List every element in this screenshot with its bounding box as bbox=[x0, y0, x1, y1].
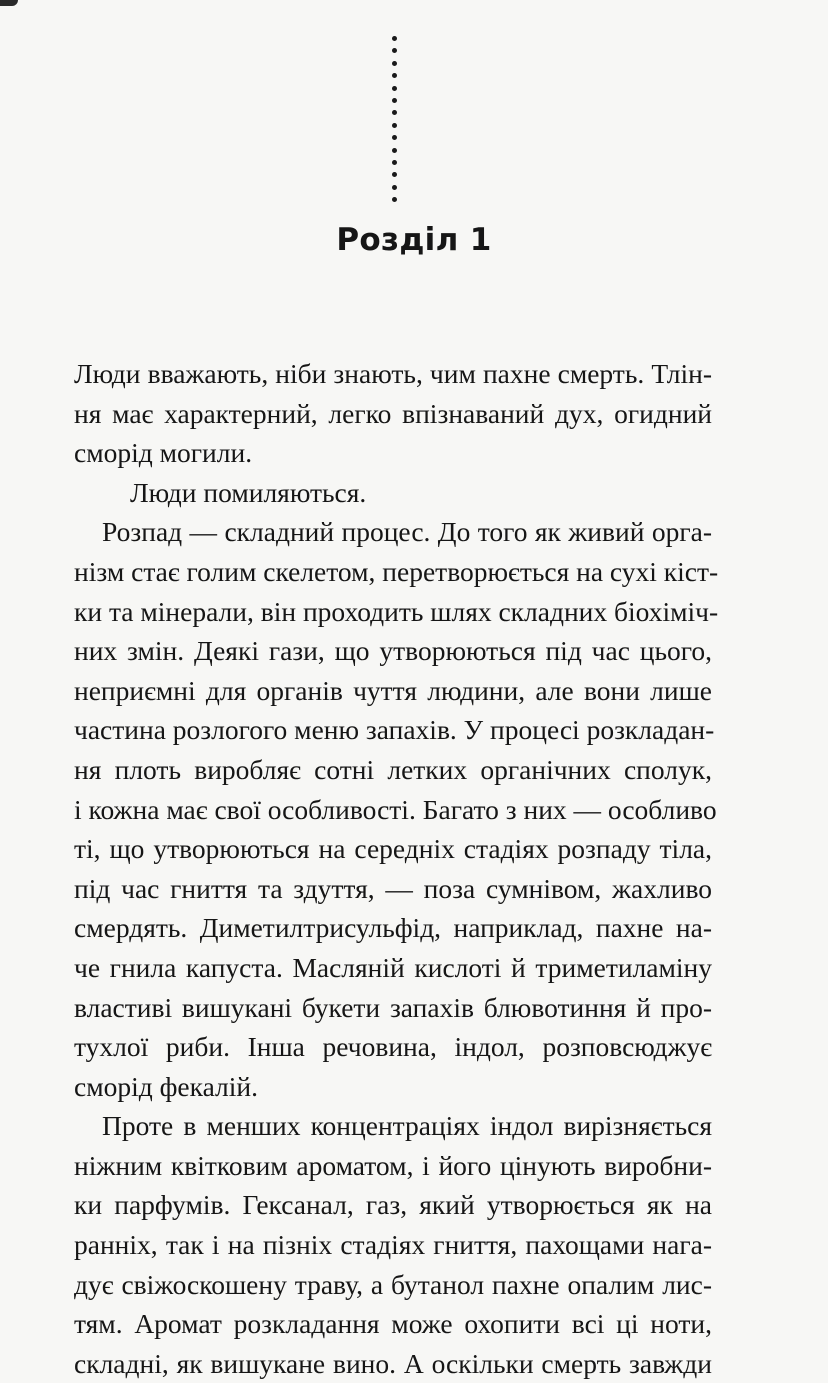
text-line: ки та мінерали, він проходить шлях складних біохіміч- bbox=[74, 595, 719, 627]
text-line: під час гниття та здуття, — поза сумнівом, жахливо bbox=[74, 872, 712, 904]
text-line: че гнила капуста. Масляній кислоті й триметиламіну bbox=[74, 951, 712, 983]
text-line: Проте в менших концентраціях індол вирізняється bbox=[102, 1110, 712, 1142]
paragraph-2 bbox=[74, 473, 712, 513]
text-line: Розпад — складний процес. До того як живий орга- bbox=[102, 516, 712, 548]
text-line: сморід фекалій. bbox=[74, 1070, 258, 1102]
chapter-body bbox=[74, 354, 719, 1383]
paragraph-4 bbox=[74, 1106, 712, 1383]
text-line: і кожна має свої особливості. Багато з них — особливо bbox=[74, 793, 717, 825]
page-corner-mark bbox=[0, 0, 18, 6]
text-line: тухлої риби. Інша речовина, індол, розповсюджує bbox=[74, 1031, 712, 1063]
text-line: ки парфумів. Гексанал, газ, який утворюється як на bbox=[74, 1189, 712, 1221]
paragraph-1 bbox=[74, 354, 712, 473]
text-line: них змін. Деякі гази, що утворюються під час цього, bbox=[74, 635, 712, 667]
text-line: нізм стає голим скелетом, перетворюється на сухі кіст- bbox=[74, 555, 719, 587]
paragraph-3 bbox=[74, 512, 719, 1106]
text-line: сморід могили. bbox=[74, 437, 253, 469]
text-line: ня має характерний, легко впізнаваний дух, огидний bbox=[74, 397, 712, 429]
text-line: ранніх, так і на пізніх стадіях гниття, пахощами нага- bbox=[74, 1229, 712, 1261]
text-line: тям. Аромат розкладання може охопити всі ці ноти, bbox=[74, 1308, 712, 1340]
text-line: ня плоть виробляє сотні летких органічних сполук, bbox=[74, 753, 712, 785]
chapter-dot-leader bbox=[388, 36, 400, 209]
text-line: неприємні для органів чуття людини, але вони лише bbox=[74, 674, 712, 706]
text-line: Люди вважають, ніби знають, чим пахне смерть. Тлін- bbox=[74, 358, 712, 389]
chapter-title: Розділ 1 bbox=[336, 222, 492, 258]
text-line: смердять. Диметилтрисульфід, наприклад, пахне на- bbox=[74, 912, 712, 944]
text-line: ніжним квітковим ароматом, і його цінують виробни- bbox=[74, 1149, 712, 1181]
text-line: ті, що утворюються на середніх стадіях розпаду тіла, bbox=[74, 833, 712, 865]
text-line: частина розлогого меню запахів. У процесі розкладан- bbox=[74, 714, 715, 746]
text-line: дує свіжоскошену траву, а бутанол пахне опалим лис- bbox=[74, 1268, 712, 1300]
text-line: Люди помиляються. bbox=[130, 476, 367, 508]
text-line: складні, як вишукане вино. А оскільки смерть завжди bbox=[74, 1347, 712, 1379]
text-line: властиві вишукані букети запахів блювотиння й про- bbox=[74, 991, 712, 1023]
